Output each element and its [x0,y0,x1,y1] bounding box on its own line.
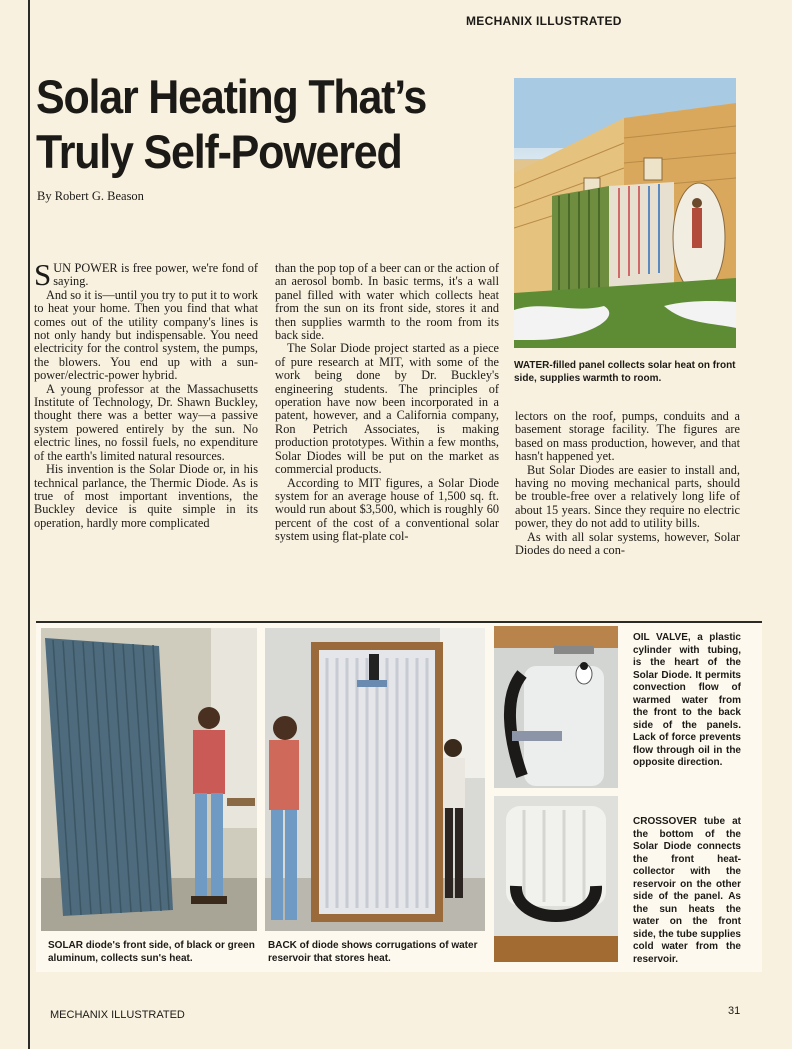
crossover-caption: CROSSOVER tube at the bottom of the Solar Diode connects the front heat-collector with the reservoir on the other side of the panel. As the sun heats the water on the front side, the tube supplies cold water from the reservoir. [633,816,741,965]
running-header: MECHANIX ILLUSTRATED [466,14,622,28]
article-title: Solar Heating That’s Truly Self-Powered [36,71,427,179]
diode-back-photo [265,628,485,931]
paragraph [34,257,258,292]
paragraph: The Solar Diode project started as a piece of pure research at MIT, with some of the work being done by Dr. Buckley's engineering students. The principles of operation have now been incorporated in a patent, however, and a California company, Ron Petrich Associates, is making production prototypes. Within a few months, Solar Diodes will be put on the market as commercial products. [275,341,499,477]
paragraph: As with all solar systems, however, Solar Diodes do need a con- [515,529,740,558]
paragraph: lectors on the roof, pumps, conduits and a basement storage facility. The figures are based on mass production, however, and that hasn't happened yet. [515,409,740,464]
article-column-3 [515,410,740,557]
solar-front-caption: SOLAR diode's front side, of black or green aluminum, collects sun's heat. [48,940,255,964]
paragraph: And so it is—until you try to put it to work to heat your home. Then you find that what comes out of the utility company's lines is not only handy but indispensable. You need electricity for the control system, the pumps, the blowers. You end up with a sun-power/electric-power hybrid. [34,287,258,383]
diode-back-caption: BACK of diode shows corrugations of water reservoir that stores heat. [268,940,478,964]
paragraph: A young professor at the Massachusetts Institute of Technology, Dr. Shawn Buckley, thought there was a better way—a passive system powered entirely by the sun. No electric lines, no fossil fuels, no expenditure of the earth's limited natural resources. [34,381,258,463]
solar-front-photo [41,628,257,931]
crossover-tube-photo [494,796,618,962]
house-illustration [514,78,736,348]
oil-valve-caption: OIL VALVE, a plastic cylinder with tubing, is the heart of the Solar Diode. It permits convection flow of warmed water from the front to the back side of the panels. Lack of force prevents flow through oil in the opposite direction. [633,632,741,768]
paragraph: But Solar Diodes are easier to install and, having no moving mechanical parts, should be trouble-free over a relatively long life of about 15 years. Since they require no electric power, they do not add to utility bills. [515,462,740,531]
article-column-1 [34,257,258,530]
article-column-2 [275,262,499,544]
drop-cap: S [34,257,52,292]
paragraph-text: UN POWER is free power, we're fond of saying. [53,261,258,289]
hero-caption: WATER-filled panel collects solar heat on front side, supplies warmth to room. [514,360,736,384]
oil-valve-photo [494,626,618,788]
paragraph: His invention is the Solar Diode or, in his technical parlance, the Thermic Diode. As is true of most important inventions, the Buckley device is quite simple in its operation, hardly more complicated [34,462,258,530]
byline: By Robert G. Beason [37,189,144,203]
paragraph: According to MIT figures, a Solar Diode system for an average house of 1,500 sq. ft. would run about $3,500, which is roughly 60 percent of the cost of a conventional solar system using flat-plate col- [275,475,499,544]
footer-publication: MECHANIX ILLUSTRATED [50,1009,185,1021]
page-number: 31 [728,1005,741,1017]
paragraph: than the pop top of a beer can or the action of an aerosol bomb. In basic terms, it's a wall panel filled with water which collects heat from the sun on its front side, stores it and then supplies warmth to the room from its back side. [275,261,499,343]
